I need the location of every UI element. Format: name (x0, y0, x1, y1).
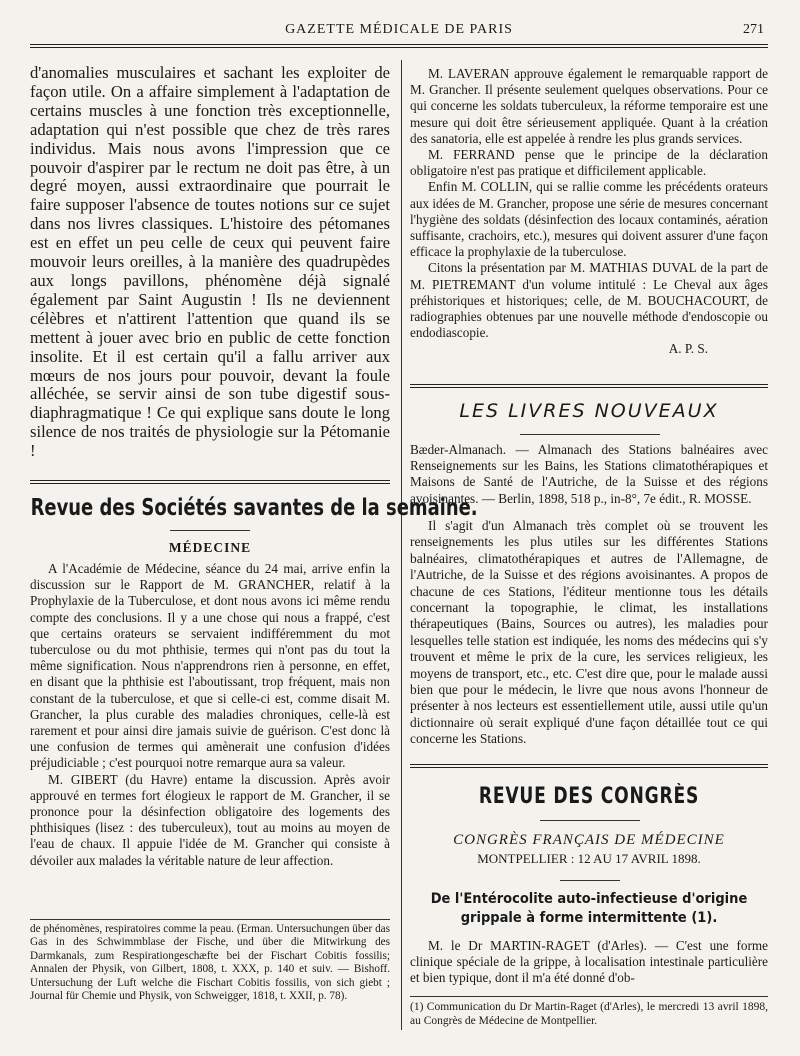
books-title: LES LIVRES NOUVEAUX (459, 400, 719, 422)
congres-subtitle-block (410, 832, 768, 872)
intro-paragraph-block (30, 64, 390, 474)
subsection-title-medecine: MÉDECINE (168, 540, 252, 555)
footnote-left-block (30, 923, 390, 1033)
page-number: 271 (743, 22, 764, 37)
paragraph-collin: Enfin M. COLLIN, qui se rallie comme les précédents orateurs aux idées de M. Grancher, propose une série de mesures concernant l'hygiène des soldats (désinfection des locaux contaminés, aération suffisante, crachoirs, etc.), mesures qui doivent assurer d'une façon efficace la prophylaxie de la tuberculose. (410, 179, 768, 260)
article-title-block (410, 890, 768, 934)
paragraph-citons: Citons la présentation par M. MATHIAS DUVAL de la part de M. PIETREMANT d'un volume intitulé : Le Cheval aux âges préhistoriques et historiques; celle, de M. BOUCHACOURT, de radiographies obtenues par une nouvelle méthode d'endoscopie ou endodiascopie. (410, 260, 768, 341)
martin-block (410, 938, 768, 990)
signature: A. P. S. (668, 341, 708, 357)
congres-short-rule (540, 820, 640, 821)
header-rule (30, 44, 768, 48)
short-rule (170, 530, 250, 531)
baeder-reference: Bæder-Almanach. — Almanach des Stations balnéaires avec Renseignements sur les Bains, les Stations climatothérapiques et Maisons de Santé de l'Autriche, de la Suisse et des régions avoisinantes. — Berlin, 1898, 518 p., in-8°, 7e édit., R. MOSSE. (410, 442, 768, 506)
intro-paragraph: d'anomalies musculaires et sachant les exploiter de façon utile. On a affaire simplement à l'adaptation de certains muscles à une fonction très exceptionnelle, adaptation qui n'est possible que chez de très rares individus. Mais nous avons l'impression que ce pouvoir d'aspirer par le rectum ne doit pas être, à un degré moyen, aussi extraordinaire que pourrait le faire supposer l'absence de toutes notions sur ce sujet dans nos livres classiques. L'histoire des pétomanes est en effet un peu celle de ceux qui peuvent faire mouvoir leurs oreilles, à la manière des quadrupèdes aux longs pavillons, phénomène déjà signalé également par Saint Augustin ! Ils ne deviennent célèbres et n'attirent l'attention que quand ils se mettent à jouer avec brio en public de cette fonction insolite. Et il est certain qu'il a fallu arriver aux mœurs de nos jours pour pouvoir, devant la foule alléchée, se servir ainsi de son tube digestif sous-diaphragmatique ! Ce qui explique sans doute le long silence de nos traités de physiologie sur la Pétomanie ! (30, 63, 390, 461)
paragraph-almanach: Il s'agit d'un Almanach très complet où se trouvent les renseignements les plus utiles sur les différentes Stations balnéaires, climatothérapiques et autres de l'Allemagne, de l'Autriche, de la Suisse et des régions avoisinantes. A propos de chacune de ces Stations, l'éditeur mentionne tous les détails concernant la topographie, le climat, les installations thérapeutiques (Bains, Sources ou autres), les maladies pour lesquelles telle station est indiquée, les noms des médecins qui s'y trouvent et même le prix de la cure, les services religieux, les moyens de transport, etc., etc. C'est dire que, pour le malade aussi bien que pour le médecin, le livre que nous avons l'honneur de présenter à nos lecteurs est essentiellement utile, aussi utile qu'un dictionnaire où serait expliqué d'une façon détaillée tout ce qui concerne les Stations. (410, 518, 768, 747)
paragraph-academie: A l'Académie de Médecine, séance du 24 mai, arrive enfin la discussion sur le Rapport de M. GRANCHER, relatif à la Prophylaxie de la Tuberculose, et dont nous avons ici même rendu compte des conclusions. Il y a une chose qui nous a frappé, c'est que certains orateurs se servaient indifféremment du mot tuberculose ou du mot phthisie, termes qui n'ont pas du tout la même signification. Nous n'apprendrons rien à personne, en effet, en disant que la phthisie est l'aboutissant, trop fréquent, mais non constant de la tuberculose, et que si celle-ci est, comme disait M. Grancher, la plus curable des maladies chroniques, celle-là est rarement et pour ainsi dire jamais suivie de guérison. C'est donc là une confusion de termes qui amènerait une confusion d'idées préjudiciable ; c'est pourquoi notre remarque aura sa valeur. (30, 561, 390, 771)
section-heading-block (30, 494, 478, 526)
books-rule-top (410, 384, 768, 388)
books-short-rule (520, 434, 660, 435)
footnote-right-block (410, 1000, 768, 1034)
footnote-right: (1) Communication du Dr Martin-Raget (d'Arles), le mercredi 13 avril 1898, au Congrès de Médecine de Montpellier. (410, 1001, 768, 1027)
congres-small-rule (560, 880, 620, 881)
baeder-ref-block (410, 442, 768, 514)
footnote-left: de phénomènes, respiratoires comme la peau. (Erman. Untersuchungen über das Gas in des Schwimmblase der Fische, und über die Mitwirkung des Darmkanals, zum Respirationgeschæfte bei der Fischart Cobitis fossilis; Annalen der Physik, von Gilbert, 1808, t. XXX, p. 140 et suiv. — Bishoff. Untersuchung der Luft welche die Fischart Cobitis fossilis, von sich giebt ; Journal für Chemie und Physik, von Schweigger, 1818, t. XXII, p. 78). (30, 923, 390, 1003)
paragraph-laveran: M. LAVERAN approuve également le remarquable rapport de M. Grancher. Il présente seulement quelques observations. Pour ce qui concerne les soldats tuberculeux, la réforme temporaire est une mesure qui doit être sérieusement appliquée. Quant à la création des sanatoria, elle est appelée à rendre les plus grands services. (410, 66, 768, 146)
column-divider (401, 60, 402, 1030)
congres-subtitle: CONGRÈS FRANÇAIS DE MÉDECINE (453, 832, 725, 848)
paragraph-gibert: M. GIBERT (du Havre) entame la discussion. Après avoir approuvé en termes fort élogieux le rapport de M. Grancher, il se prononce pour la désinfection obligatoire des logements des phthisiques (lisez : des tuberculeux), tout au moins au moyen de l'eau de chaux. Il appuie l'idée de M. Grancher qui consiste à dévoiler aux malades la véritable nature de leur affection. (30, 771, 390, 868)
congres-heading-block (410, 784, 768, 814)
books-heading-block (410, 400, 768, 430)
section-rule-top (30, 480, 390, 484)
journal-title: GAZETTE MÉDICALE DE PARIS (285, 22, 513, 37)
footnote-rule-right (410, 996, 768, 997)
congres-title: REVUE DES CONGRÈS (478, 784, 700, 809)
almanach-block (410, 518, 768, 758)
societes-continued-block (410, 66, 768, 376)
section-title-societes: Revue des Sociétés savantes de la semaine. (30, 495, 478, 521)
congres-place-date: MONTPELLIER : 12 AU 17 AVRIL 1898. (477, 851, 701, 866)
footnote-rule-left (30, 919, 390, 920)
congres-rule-top (410, 764, 768, 768)
subsection-block (30, 540, 390, 560)
page-header (30, 22, 768, 40)
article-title: De l'Entérocolite auto-infectieuse d'origine grippale à forme intermittente (1). (430, 891, 748, 926)
paragraph-ferrand: M. FERRAND pense que le principe de la déclaration obligatoire n'est pas pratique et difficilement applicable. (410, 147, 768, 179)
academie-block (30, 561, 390, 917)
paragraph-martin-raget: M. le Dr MARTIN-RAGET (d'Arles). — C'est une forme clinique spéciale de la grippe, à localisation intestinale particulière et bien typique, dont il m'a été donné d'ob- (410, 938, 768, 986)
